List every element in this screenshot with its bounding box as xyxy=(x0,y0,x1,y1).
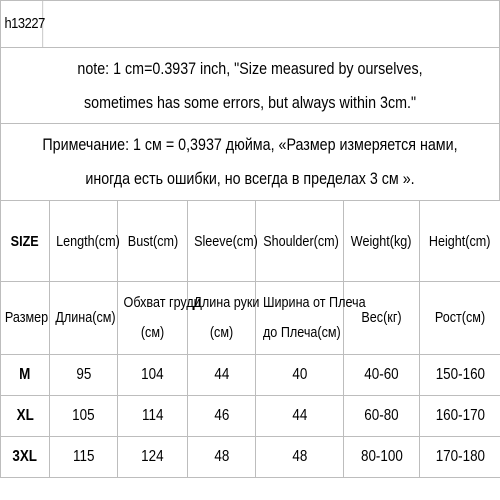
note-en-line-1: note: 1 cm=0.3937 inch, "Size measured by ourselves, xyxy=(77,59,423,78)
table-cell xyxy=(420,355,500,396)
table-cell xyxy=(256,396,344,437)
table-cell xyxy=(344,396,420,437)
size-label: 3XL xyxy=(12,448,38,465)
product-code: h13227 xyxy=(1,1,43,47)
table-cell xyxy=(188,437,256,478)
header-row-russian xyxy=(1,282,500,355)
header-ru-cell xyxy=(420,282,500,355)
length-value: 115 xyxy=(72,448,95,465)
header-row-english xyxy=(1,201,500,282)
header-length: Length(cm) xyxy=(56,232,120,250)
table-cell xyxy=(188,396,256,437)
header-en-cell xyxy=(420,201,500,282)
table-cell xyxy=(50,396,118,437)
table-cell xyxy=(420,437,500,478)
height-value: 150-160 xyxy=(435,366,485,383)
table-cell xyxy=(256,355,344,396)
table-cell xyxy=(118,396,188,437)
header-ru-weight: Вес(кг) xyxy=(361,309,402,326)
header-ru-cell xyxy=(1,282,50,355)
sleeve-value: 44 xyxy=(214,366,229,383)
header-en-cell xyxy=(118,201,188,282)
note-ru-line-1: Примечание: 1 см = 0,3937 дюйма, «Размер измеряется нами, xyxy=(42,135,458,154)
header-en-cell xyxy=(50,201,118,282)
bust-value: 124 xyxy=(141,448,164,465)
header-en-cell xyxy=(1,201,50,282)
note-english xyxy=(0,48,500,124)
table-cell xyxy=(50,437,118,478)
note-en-line-2: sometimes has some errors, but always within 3cm." xyxy=(83,93,417,112)
bust-value: 114 xyxy=(141,407,164,424)
table-cell xyxy=(344,355,420,396)
weight-value: 60-80 xyxy=(364,407,399,424)
sleeve-value: 48 xyxy=(214,448,229,465)
header-ru-cell xyxy=(344,282,420,355)
sleeve-value: 46 xyxy=(214,407,229,424)
header-ru-height: Рост(см) xyxy=(434,309,486,326)
size-label: M xyxy=(19,366,31,383)
note-russian xyxy=(0,124,500,200)
header-en-cell xyxy=(188,201,256,282)
table-cell xyxy=(50,355,118,396)
header-bust: Bust(cm) xyxy=(127,232,178,250)
header-size: SIZE xyxy=(10,232,40,250)
header-ru-shoulder-line-1: Ширина от Плеча xyxy=(262,294,366,311)
header-ru-sleeve-line-1: Длина руки xyxy=(193,294,260,311)
header-en-cell xyxy=(256,201,344,282)
header-ru-shoulder-line-2: до Плеча(см) xyxy=(262,324,341,341)
header-ru-length: Длина(см) xyxy=(55,309,116,326)
shoulder-value: 40 xyxy=(292,366,307,383)
table-cell-size xyxy=(1,355,50,396)
header-ru-cell xyxy=(50,282,118,355)
shoulder-value: 48 xyxy=(292,448,307,465)
size-label: XL xyxy=(16,407,34,424)
weight-value: 40-60 xyxy=(364,366,399,383)
table-cell-size xyxy=(1,437,50,478)
length-value: 95 xyxy=(76,366,91,383)
table-cell xyxy=(118,355,188,396)
table-cell xyxy=(256,437,344,478)
note-ru-line-2: иногда есть ошибки, но всегда в пределах 3 см ». xyxy=(85,169,415,188)
height-value: 160-170 xyxy=(435,407,485,424)
header-weight: Weight(kg) xyxy=(351,232,412,250)
header-height: Height(cm) xyxy=(429,232,491,250)
bust-value: 104 xyxy=(141,366,164,383)
header-en-cell xyxy=(344,201,420,282)
table-row xyxy=(1,396,500,437)
header-shoulder: Shoulder(cm) xyxy=(263,232,339,250)
table-cell xyxy=(118,437,188,478)
header-ru-cell xyxy=(256,282,366,355)
header-ru-cell xyxy=(118,282,201,355)
header-ru-bust-line-1: Обхват груди xyxy=(123,294,201,311)
shoulder-value: 44 xyxy=(292,407,307,424)
header-ru-size: Размер xyxy=(4,309,49,326)
table-row xyxy=(1,355,500,396)
table-cell-size xyxy=(1,396,50,437)
weight-value: 80-100 xyxy=(360,448,403,465)
length-value: 105 xyxy=(72,407,95,424)
table-cell xyxy=(420,396,500,437)
table-cell xyxy=(344,437,420,478)
table-row xyxy=(1,437,500,478)
height-value: 170-180 xyxy=(435,448,485,465)
header-sleeve: Sleeve(cm) xyxy=(194,232,258,250)
size-table xyxy=(0,200,500,478)
table-cell xyxy=(188,355,256,396)
header-ru-sleeve-line-2: (см) xyxy=(209,324,234,341)
product-code-row xyxy=(0,0,500,48)
header-ru-cell xyxy=(188,282,260,355)
header-ru-bust-line-2: (см) xyxy=(140,324,165,341)
